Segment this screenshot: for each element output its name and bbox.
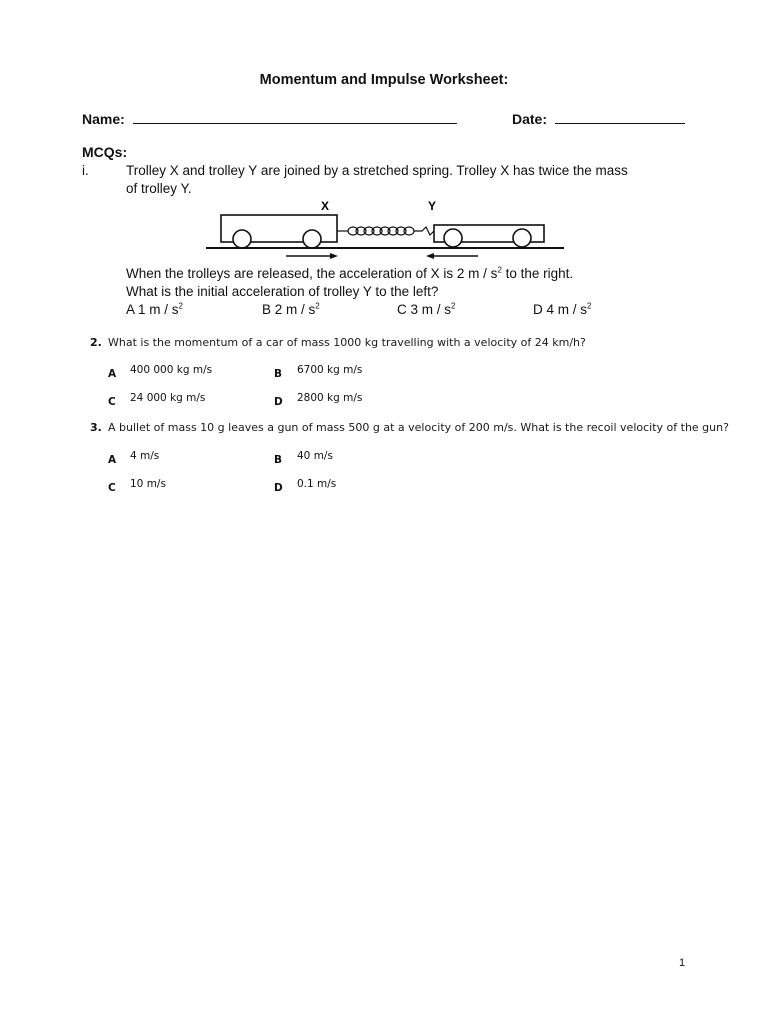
trolley-diagram: [200, 196, 570, 260]
name-blank-line[interactable]: [133, 111, 457, 124]
q3-option-d-text: 0.1 m/s: [297, 478, 337, 490]
q3-option-c-letter: C: [108, 482, 116, 494]
mcqs-heading: MCQs:: [82, 144, 128, 160]
q1-release-sup: 2: [497, 265, 502, 275]
trolley-x-label: X: [320, 199, 330, 213]
q2-option-c[interactable]: [108, 392, 116, 410]
q3-text: A bullet of mass 10 g leaves a gun of mass 500 g at a velocity of 200 m/s. What is the recoil velocity of the gun?: [108, 421, 729, 434]
q1-option-a-text: A 1 m / s: [126, 302, 179, 317]
trolley-y-wheel-left: [444, 229, 462, 247]
arrow-left-icon: [426, 253, 478, 259]
q1-release-pre: When the trolleys are released, the acceleration of X is 2 m / s: [126, 266, 498, 281]
q2-option-d[interactable]: [274, 392, 283, 410]
q3-option-d[interactable]: [274, 478, 283, 496]
q2-option-a[interactable]: [108, 364, 116, 382]
arrow-right-icon: [286, 253, 338, 259]
q2-option-c-text: 24 000 kg m/s: [130, 392, 206, 404]
q1-number: i.: [82, 163, 89, 178]
date-blank-line[interactable]: [555, 111, 685, 124]
q1-text-line2: of trolley Y.: [126, 181, 192, 196]
date-label: Date:: [512, 111, 548, 127]
q1-option-b-sup: 2: [315, 301, 320, 311]
q2-text: What is the momentum of a car of mass 1000 kg travelling with a velocity of 24 km/h?: [108, 336, 586, 349]
q3-option-d-letter: D: [274, 482, 283, 494]
trolley-y-wheel-right: [513, 229, 531, 247]
q2-option-d-text: 2800 kg m/s: [297, 392, 363, 404]
q3-option-b-text: 40 m/s: [297, 450, 333, 462]
q1-option-a-sup: 2: [178, 301, 183, 311]
q1-text-line1: Trolley X and trolley Y are joined by a stretched spring. Trolley X has twice the mass: [126, 163, 628, 178]
q2-option-b[interactable]: [274, 364, 282, 382]
q1-release-text: [126, 266, 573, 281]
q3-option-a[interactable]: [108, 450, 116, 468]
q1-release-post: to the right.: [501, 266, 574, 281]
q3-option-a-text: 4 m/s: [130, 450, 160, 462]
q3-option-a-letter: A: [108, 454, 117, 466]
q1-option-b-text: B 2 m / s: [262, 302, 316, 317]
spring-coil: [337, 227, 434, 235]
page-number: 1: [679, 957, 686, 969]
worksheet-title: Momentum and Impulse Worksheet:: [259, 72, 509, 88]
q2-option-b-text: 6700 kg m/s: [297, 364, 363, 376]
q1-option-b[interactable]: [262, 302, 320, 317]
q3-option-b[interactable]: [274, 450, 282, 468]
q2-option-a-text: 400 000 kg m/s: [130, 364, 213, 376]
q1-option-d-sup: 2: [587, 301, 592, 311]
q2-option-c-letter: C: [108, 396, 116, 408]
q1-option-c-sup: 2: [451, 301, 456, 311]
q2-number: 2.: [90, 336, 102, 349]
q3-option-c[interactable]: [108, 478, 116, 496]
name-label: Name:: [82, 111, 125, 127]
q3-option-b-letter: B: [274, 454, 283, 466]
q1-option-a[interactable]: [126, 302, 183, 317]
name-field-row: [82, 111, 457, 127]
q1-option-d-text: D 4 m / s: [533, 302, 588, 317]
q1-option-c-text: C 3 m / s: [397, 302, 452, 317]
q3-option-c-text: 10 m/s: [130, 478, 166, 490]
trolley-x-wheel-right: [303, 230, 321, 248]
q2-option-b-letter: B: [274, 368, 283, 380]
trolley-x-wheel-left: [233, 230, 251, 248]
q1-option-d[interactable]: [533, 302, 591, 317]
q2-option-a-letter: A: [108, 368, 117, 380]
q2-option-d-letter: D: [274, 396, 283, 408]
date-field-row: [512, 111, 685, 127]
q1-question-text: What is the initial acceleration of trolley Y to the left?: [126, 284, 439, 299]
q3-number: 3.: [90, 421, 102, 434]
q1-option-c[interactable]: [397, 302, 455, 317]
trolley-y-label: Y: [427, 199, 437, 213]
